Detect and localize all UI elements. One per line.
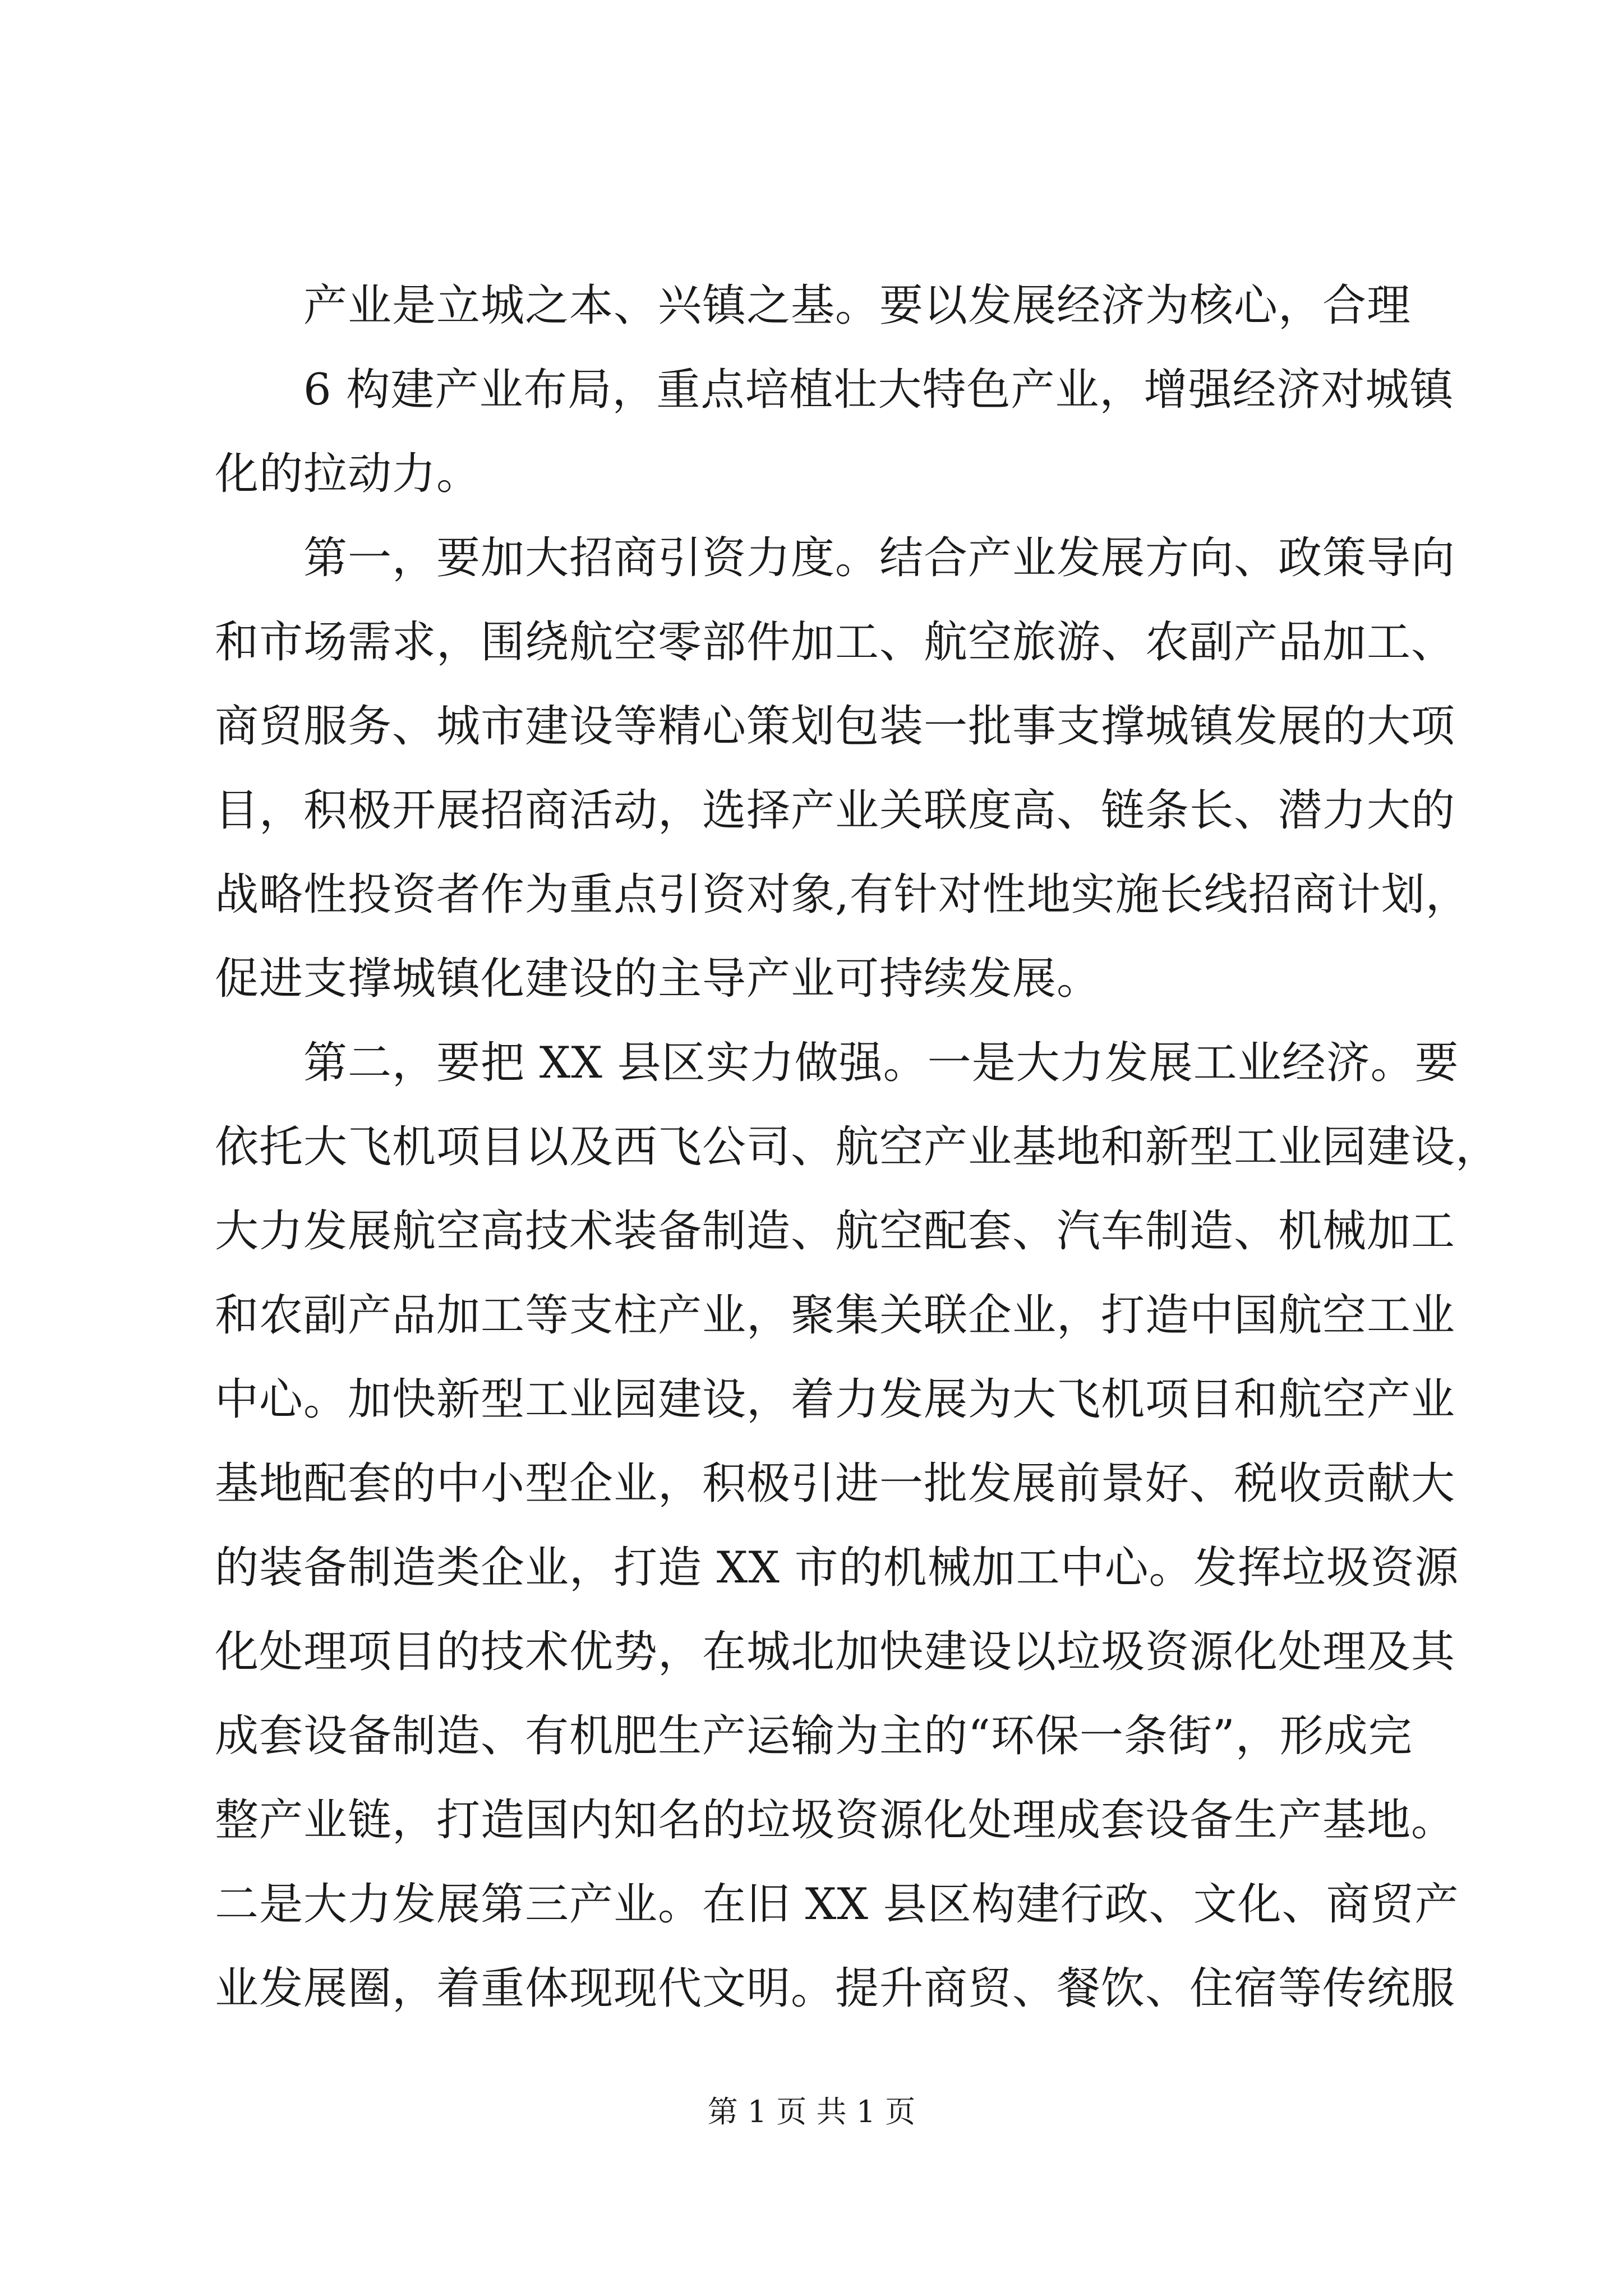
- text-line: 二是大力发展第三产业。在旧 XX 县区构建行政、文化、商贸产: [215, 1879, 1459, 1930]
- document-body: [215, 264, 1500, 2031]
- text-line: 第二，要把 XX 县区实力做强。一是大力发展工业经济。要: [303, 1038, 1459, 1088]
- text-line: 和市场需求，围绕航空零部件加工、航空旅游、农副产品加工、: [215, 617, 1456, 668]
- text-line: 整产业链，打造国内知名的垃圾资源化处理成套设备生产基地。: [215, 1795, 1456, 1846]
- page-footer: 第 1 页 共 1 页: [707, 2094, 916, 2129]
- text-line: 大力发展航空高技术装备制造、航空配套、汽车制造、机械加工: [215, 1206, 1456, 1257]
- text-line: 业发展圈，着重体现现代文明。提升商贸、餐饮、住宿等传统服: [215, 1963, 1456, 2014]
- text-line: 6 构建产业布局，重点培植壮大特色产业，增强经济对城镇: [303, 365, 1454, 415]
- text-line: 的装备制造类企业，打造 XX 市的机械加工中心。发挥垃圾资源: [215, 1543, 1459, 1593]
- text-line: 和农副产品加工等支柱产业，聚集关联企业，打造中国航空工业: [215, 1290, 1456, 1341]
- text-line: 中心。加快新型工业园建设，着力发展为大飞机项目和航空产业: [215, 1374, 1456, 1425]
- text-line: 化的拉动力。: [215, 449, 481, 499]
- text-line: 基地配套的中小型企业，积极引进一批发展前景好、税收贡献大: [215, 1458, 1456, 1509]
- text-line: 第一，要加大招商引资力度。结合产业发展方向、政策导向: [303, 533, 1456, 583]
- text-line: 产业是立城之本、兴镇之基。要以发展经济为核心，合理: [303, 280, 1412, 331]
- text-line: 目，积极开展招商活动，选择产业关联度高、链条长、潜力大的: [215, 785, 1456, 836]
- text-line: 促进支撑城镇化建设的主导产业可持续发展。: [215, 954, 1101, 1004]
- text-line: 成套设备制造、有机肥生产运输为主的“环保一条街”，形成完: [215, 1711, 1413, 1761]
- text-line: 化处理项目的技术优势，在城北加快建设以垃圾资源化处理及其: [215, 1627, 1456, 1677]
- text-line: 依托大飞机项目以及西飞公司、航空产业基地和新型工业园建设，: [215, 1122, 1500, 1172]
- text-line: 商贸服务、城市建设等精心策划包装一批事支撑城镇发展的大项: [215, 701, 1456, 752]
- text-line: 战略性投资者作为重点引资对象,有针对性地实施长线招商计划，: [215, 869, 1470, 920]
